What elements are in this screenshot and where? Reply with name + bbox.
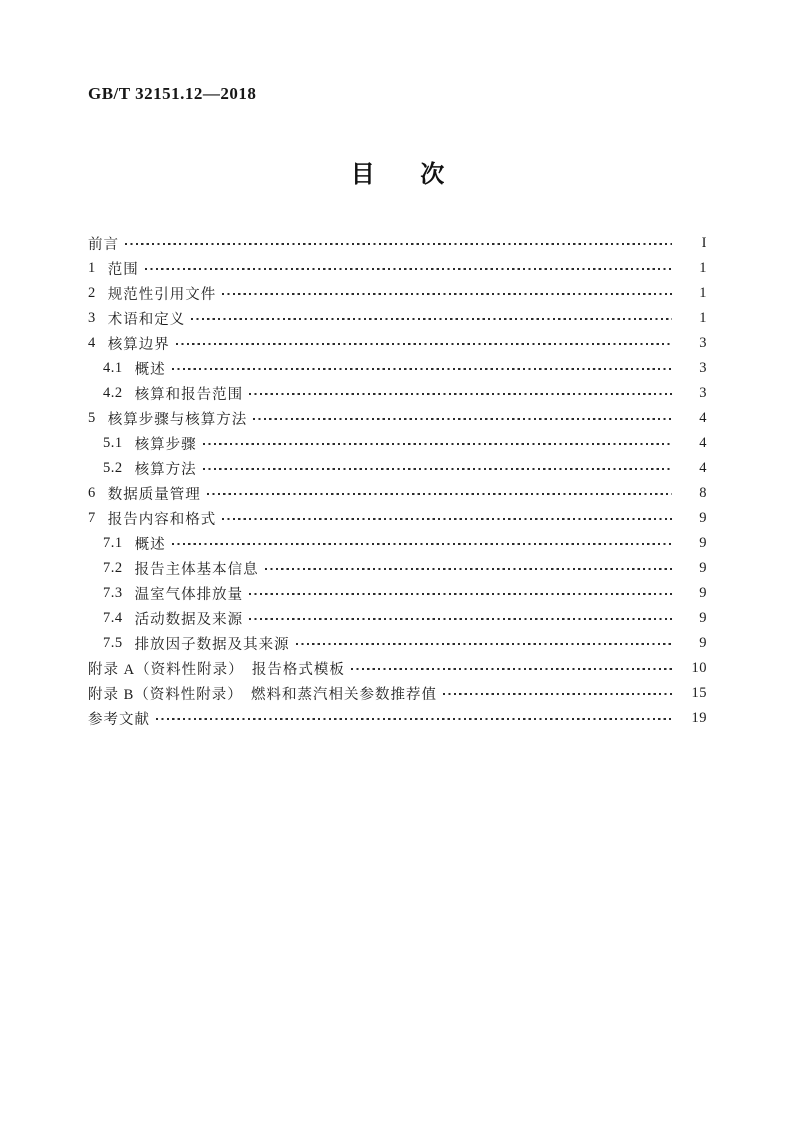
toc-entry bbox=[88, 331, 707, 356]
toc-dot-leader bbox=[222, 518, 672, 521]
toc-entry-page: 9 bbox=[699, 634, 707, 651]
toc-list bbox=[88, 231, 707, 731]
toc-dot-leader bbox=[443, 693, 672, 696]
toc-entry-label: 报告内容和格式 bbox=[107, 511, 217, 528]
toc-entry-page: 9 bbox=[699, 509, 707, 526]
toc-entry bbox=[88, 256, 707, 281]
toc-entry-label: 概述 bbox=[134, 536, 166, 553]
toc-entry bbox=[88, 481, 707, 506]
toc-entry-number: 5.2 bbox=[103, 459, 123, 476]
toc-dot-leader bbox=[156, 718, 672, 721]
toc-entry-page: 3 bbox=[699, 334, 707, 351]
toc-entry-label: 数据质量管理 bbox=[107, 486, 201, 503]
toc-entry-page: 3 bbox=[699, 359, 707, 376]
toc-dot-leader bbox=[265, 568, 672, 571]
toc-dot-leader bbox=[351, 668, 672, 671]
toc-entry-number: 5 bbox=[88, 409, 96, 426]
toc-entry-number: 3 bbox=[88, 309, 96, 326]
toc-entry-label: 核算步骤与核算方法 bbox=[107, 411, 248, 428]
toc-entry bbox=[88, 706, 707, 731]
toc-entry-page: 4 bbox=[699, 434, 707, 451]
toc-dot-leader bbox=[249, 593, 672, 596]
toc-entry bbox=[88, 281, 707, 306]
toc-entry-page: I bbox=[701, 234, 707, 251]
toc-entry bbox=[88, 406, 707, 431]
toc-entry-label: 核算边界 bbox=[107, 336, 170, 353]
toc-dot-leader bbox=[172, 543, 672, 546]
toc-entry bbox=[88, 606, 707, 631]
toc-entry bbox=[88, 631, 707, 656]
toc-dot-leader bbox=[145, 268, 672, 271]
toc-entry bbox=[88, 581, 707, 606]
toc-entry-page: 19 bbox=[691, 709, 707, 726]
toc-entry-page: 4 bbox=[699, 459, 707, 476]
standard-number-header: GB/T 32151.12—2018 bbox=[88, 84, 257, 103]
toc-dot-leader bbox=[222, 293, 672, 296]
toc-entry bbox=[88, 381, 707, 406]
toc-entry bbox=[88, 556, 707, 581]
toc-entry-number: 5.1 bbox=[103, 434, 123, 451]
toc-entry-label: 温室气体排放量 bbox=[134, 586, 244, 603]
toc-dot-leader bbox=[125, 243, 672, 246]
toc-entry-label: 核算步骤 bbox=[134, 436, 197, 453]
toc-entry bbox=[88, 681, 707, 706]
toc-entry-page: 15 bbox=[691, 684, 707, 701]
toc-entry-label: 排放因子数据及其来源 bbox=[134, 636, 290, 653]
toc-entry-page: 9 bbox=[699, 559, 707, 576]
toc-entry-number: 7 bbox=[88, 509, 96, 526]
toc-entry-page: 8 bbox=[699, 484, 707, 501]
toc-entry-number: 4.1 bbox=[103, 359, 123, 376]
page-title: 目 次 bbox=[350, 161, 456, 188]
toc-entry bbox=[88, 356, 707, 381]
toc-entry-number: 6 bbox=[88, 484, 96, 501]
toc-entry-number: 2 bbox=[88, 284, 96, 301]
toc-dot-leader bbox=[249, 618, 672, 621]
toc-dot-leader bbox=[176, 343, 672, 346]
toc-entry-label: 参考文献 bbox=[88, 711, 150, 728]
toc-dot-leader bbox=[296, 643, 672, 646]
toc-entry-number: 7.2 bbox=[103, 559, 123, 576]
toc-entry bbox=[88, 531, 707, 556]
toc-entry-label: 报告主体基本信息 bbox=[134, 561, 259, 578]
toc-entry-page: 10 bbox=[691, 659, 707, 676]
toc-entry-number: 4.2 bbox=[103, 384, 123, 401]
toc-entry-label: 规范性引用文件 bbox=[107, 286, 217, 303]
toc-entry-page: 9 bbox=[699, 534, 707, 551]
toc-dot-leader bbox=[253, 418, 672, 421]
toc-entry-number: 7.3 bbox=[103, 584, 123, 601]
toc-entry-number: 4 bbox=[88, 334, 96, 351]
toc-entry-page: 3 bbox=[699, 384, 707, 401]
toc-entry-label: 附录 B（资料性附录） 燃料和蒸汽相关参数推荐值 bbox=[88, 686, 438, 703]
toc-entry-label: 核算和报告范围 bbox=[134, 386, 244, 403]
toc-entry bbox=[88, 456, 707, 481]
toc-entry-page: 4 bbox=[699, 409, 707, 426]
toc-dot-leader bbox=[249, 393, 672, 396]
toc-dot-leader bbox=[191, 318, 672, 321]
toc-entry bbox=[88, 306, 707, 331]
toc-dot-leader bbox=[172, 368, 672, 371]
toc-entry-label: 概述 bbox=[134, 361, 166, 378]
toc-dot-leader bbox=[203, 468, 672, 471]
toc-entry bbox=[88, 656, 707, 681]
toc-dot-leader bbox=[207, 493, 672, 496]
toc-entry-number: 1 bbox=[88, 259, 96, 276]
toc-entry bbox=[88, 431, 707, 456]
toc-entry-page: 9 bbox=[699, 584, 707, 601]
toc-entry-page: 9 bbox=[699, 609, 707, 626]
toc-entry bbox=[88, 506, 707, 531]
toc-entry-label: 术语和定义 bbox=[107, 311, 186, 328]
toc-dot-leader bbox=[203, 443, 672, 446]
toc-entry-page: 1 bbox=[699, 284, 707, 301]
toc-entry-label: 附录 A（资料性附录） 报告格式模板 bbox=[88, 661, 345, 678]
toc-entry-page: 1 bbox=[699, 309, 707, 326]
toc-entry-label: 核算方法 bbox=[134, 461, 197, 478]
toc-entry-label: 活动数据及来源 bbox=[134, 611, 244, 628]
toc-entry-number: 7.5 bbox=[103, 634, 123, 651]
toc-entry-number: 7.4 bbox=[103, 609, 123, 626]
toc-entry-number: 7.1 bbox=[103, 534, 123, 551]
toc-entry-label: 前言 bbox=[88, 236, 119, 253]
toc-entry bbox=[88, 231, 707, 256]
toc-entry-label: 范围 bbox=[107, 261, 139, 278]
toc-entry-page: 1 bbox=[699, 259, 707, 276]
